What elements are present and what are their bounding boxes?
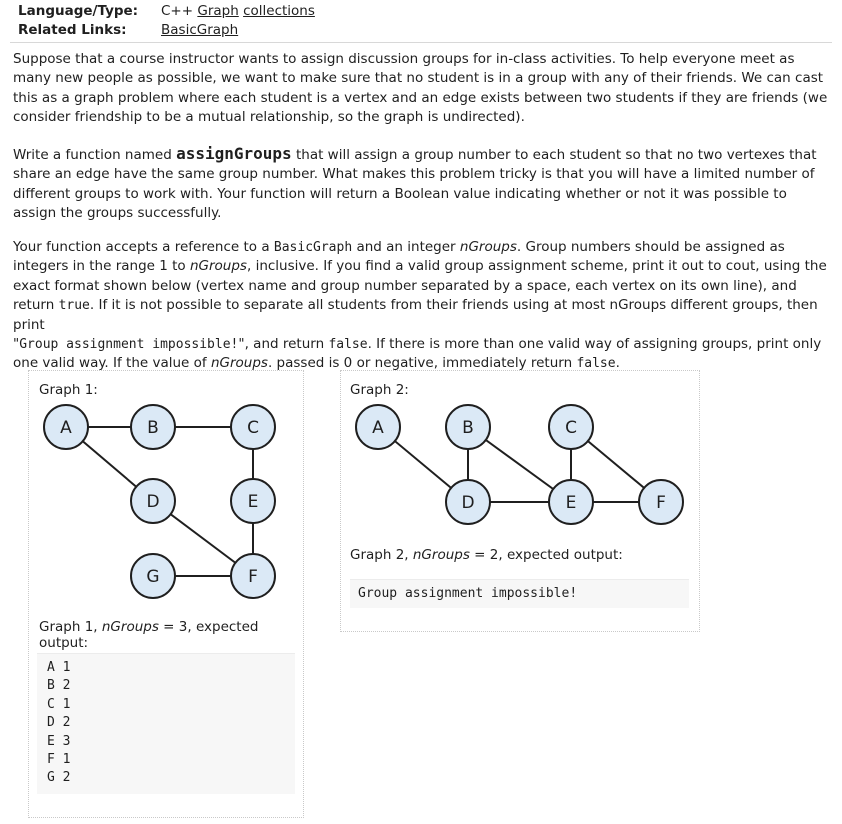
graph2-node-c: [549, 405, 593, 449]
graph2-node-f: [639, 480, 683, 524]
graph2-node-b: [446, 405, 490, 449]
svg-text:A: A: [60, 418, 72, 438]
graph1-node-b: [131, 405, 175, 449]
graph2-node-a: [356, 405, 400, 449]
graph1-node-c: [231, 405, 275, 449]
intro-paragraph: Suppose that a course instructor wants to assign discussion groups for in-class activities. To help everyone meet as many new people as possible, we want to make sure that no student is in a group with any of their friends. We can cast this as a graph problem where each student is a vertex and an edge exists between two students if they are friends (we consider friendship to be a mutual relationship, so the graph is undirected).: [13, 51, 828, 126]
function-name: assignGroups: [176, 144, 292, 163]
graph1-diagram: [29, 401, 303, 631]
svg-text:D: D: [461, 493, 475, 513]
impossible-message: Group assignment impossible!: [19, 337, 239, 353]
related-links-label: Related Links:: [18, 22, 127, 38]
svg-text:E: E: [247, 492, 259, 512]
problem-meta: [18, 2, 315, 40]
collections-link[interactable]: collections: [243, 3, 315, 19]
svg-text:B: B: [462, 418, 474, 438]
svg-text:A: A: [372, 418, 384, 438]
graph1-caption: Graph 1, nGroups = 3, expected output:: [39, 619, 259, 651]
svg-text:B: B: [147, 418, 159, 438]
task-paragraph: Write a function named assignGroups that will assign a group number to each student so that no two vertexes that share an edge have the same group number. What makes this problem tricky is that you will have a limited number of different groups to work with. Your function will return a Boolean value indicating whether or not it was possible to assign the groups successfully.: [13, 144, 817, 222]
graph2-node-d: [446, 480, 490, 524]
graph1-node-f: [231, 554, 275, 598]
graph1-node-e: [231, 479, 275, 523]
language-label: Language/Type:: [18, 3, 139, 19]
graph1-output: A 1 B 2 C 1 D 2 E 3 F 1 G 2: [37, 653, 295, 794]
graph2-caption: Graph 2, nGroups = 2, expected output:: [350, 547, 623, 563]
spec-paragraph: Your function accepts a reference to a BasicGraph and an integer nGroups. Group numbers should be assigned as integers in the range 1 to nGroups, inclusive. If you find a valid group assignment scheme, print it out to cout, using the exact format shown below (vertex name and group number separated by a space, each vertex on its own line), and return true. If it is not possible to separate all students from their friends using at most nGroups different groups, then print "Group assignment impossible!", and return false. If there is more than one valid way of assigning groups, print only one valid way. If the value of nGroups. passed is 0 or negative, immediately return false.: [13, 239, 827, 372]
graph1-title: Graph 1:: [39, 382, 98, 398]
svg-text:C: C: [565, 418, 577, 438]
language-value: C++ Graph collections: [161, 3, 315, 19]
graph2-output: Group assignment impossible!: [350, 579, 689, 608]
svg-text:E: E: [565, 493, 577, 513]
svg-text:G: G: [146, 567, 160, 587]
graph1-node-d: [131, 479, 175, 523]
header-divider: [10, 42, 832, 43]
graph2-panel: [340, 370, 700, 632]
svg-text:C: C: [247, 418, 259, 438]
svg-text:F: F: [656, 493, 666, 513]
graph1-node-a: [44, 405, 88, 449]
basicgraph-link[interactable]: BasicGraph: [161, 22, 239, 38]
svg-text:F: F: [248, 567, 258, 587]
graph2-title: Graph 2:: [350, 382, 409, 398]
graph2-node-e: [549, 480, 593, 524]
svg-text:D: D: [146, 492, 160, 512]
graph-link[interactable]: Graph: [197, 3, 239, 19]
graph1-node-g: [131, 554, 175, 598]
graph1-panel: [28, 370, 304, 818]
graph2-diagram: [341, 401, 699, 531]
